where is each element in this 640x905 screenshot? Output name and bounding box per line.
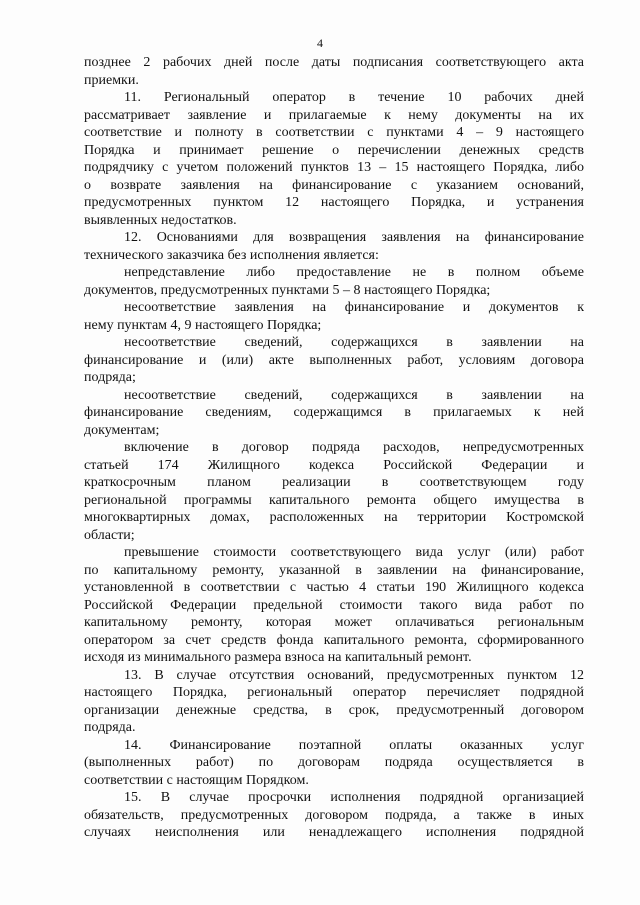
text-line: подряда. [84,720,136,735]
text-line: (выполненных работ) по договорам подряда осуществляется в [84,755,584,770]
text-line: статьей 174 Жилищного кодекса Российской Федерации и [84,457,584,473]
text-line: краткосрочным планом реализации в соответствующем году [84,475,584,490]
text-line: приемки. [84,72,139,88]
text-line: 15. В случае просрочки исполнения подрядной организацией [124,790,584,805]
text-line: настоящего Порядка, региональный оператор перечисляет подрядной [84,685,584,700]
text-line: документам; [84,422,160,438]
text-line: капитальному ремонту, которая может оплачиваться региональным [84,615,584,630]
text-line: региональной программы капитального ремонта общего имущества в [84,492,584,508]
text-line: оператором за счет средств фонда капитального ремонта, сформированного [84,632,584,648]
text-line: нему пунктам 4, 9 настоящего Порядка; [84,317,322,333]
text-line: Порядка и принимает решение о перечислении денежных средств [84,142,584,158]
text-line: 13. В случае отсутствия оснований, предусмотренных пунктом 12 [124,667,584,683]
text-line: превышение стоимости соответствующего вида услуг (или) работ [124,545,584,560]
text-line: 12. Основаниями для возвращения заявления на финансирование [124,230,584,245]
text-line: соответствии с настоящим Порядком. [84,772,309,788]
text-line: случаях неисполнения или ненадлежащего исполнения подрядной [84,825,584,840]
text-line: выявленных недостатков. [84,212,237,228]
text-line: технического заказчика без исполнения является: [84,247,379,263]
text-line: финансирование и (или) акте выполненных работ, условиям договора [84,352,584,368]
text-line: несоответствие сведений, содержащихся в заявлении на [124,335,584,350]
text-line: обязательств, предусмотренных договором подряда, а также в иных [84,807,584,823]
text-line: включение в договор подряда расходов, непредусмотренных [124,440,584,455]
text-line: многоквартирных домах, расположенных на территории Костромской [84,510,584,525]
text-line: позднее 2 рабочих дней после даты подписания соответствующего акта [84,55,584,70]
text-line: подряда; [84,370,136,385]
text-line: предусмотренных пунктом 12 настоящего Порядка, и устранения [84,195,584,210]
text-line: рассматривает заявление и прилагаемые к нему документы на их [84,107,584,123]
page-number: 4 [317,36,323,50]
text-line: документов, предусмотренных пунктами 5 – 8 настоящего Порядка; [84,282,491,298]
text-line: исходя из минимального размера взноса на капитальный ремонт. [84,650,472,665]
text-line: несоответствие заявления на финансирование и документов к [124,300,584,315]
text-line: установленной в соответствии с частью 4 статьи 190 Жилищного кодекса [84,580,584,595]
text-line: несоответствие сведений, содержащихся в заявлении на [124,387,584,403]
document-body [84,54,584,842]
text-line: непредставление либо предоставление не в полном объеме [124,265,584,280]
text-line: подрядчику с учетом положений пунктов 13 – 15 настоящего Порядка, либо [84,160,584,175]
text-line: Российской Федерации предельной стоимости такого вида работ по [84,597,584,613]
text-line: соответствие и полноту в соответствии с пунктами 4 – 9 настоящего [84,125,584,140]
text-line: 11. Региональный оператор в течение 10 рабочих дней [124,90,584,105]
text-line: области; [84,527,135,543]
text-line: о возврате заявления на финансирование с указанием оснований, [84,177,584,193]
text-line: 14. Финансирование поэтапной оплаты оказанных услуг [124,737,584,753]
text-line: по капитальному ремонту, указанной в заявлении на финансирование, [84,562,584,578]
text-line: финансирование сведениям, содержащимся в прилагаемых к ней [84,405,584,420]
text-line: организации денежные средства, в срок, предусмотренный договором [84,702,584,718]
